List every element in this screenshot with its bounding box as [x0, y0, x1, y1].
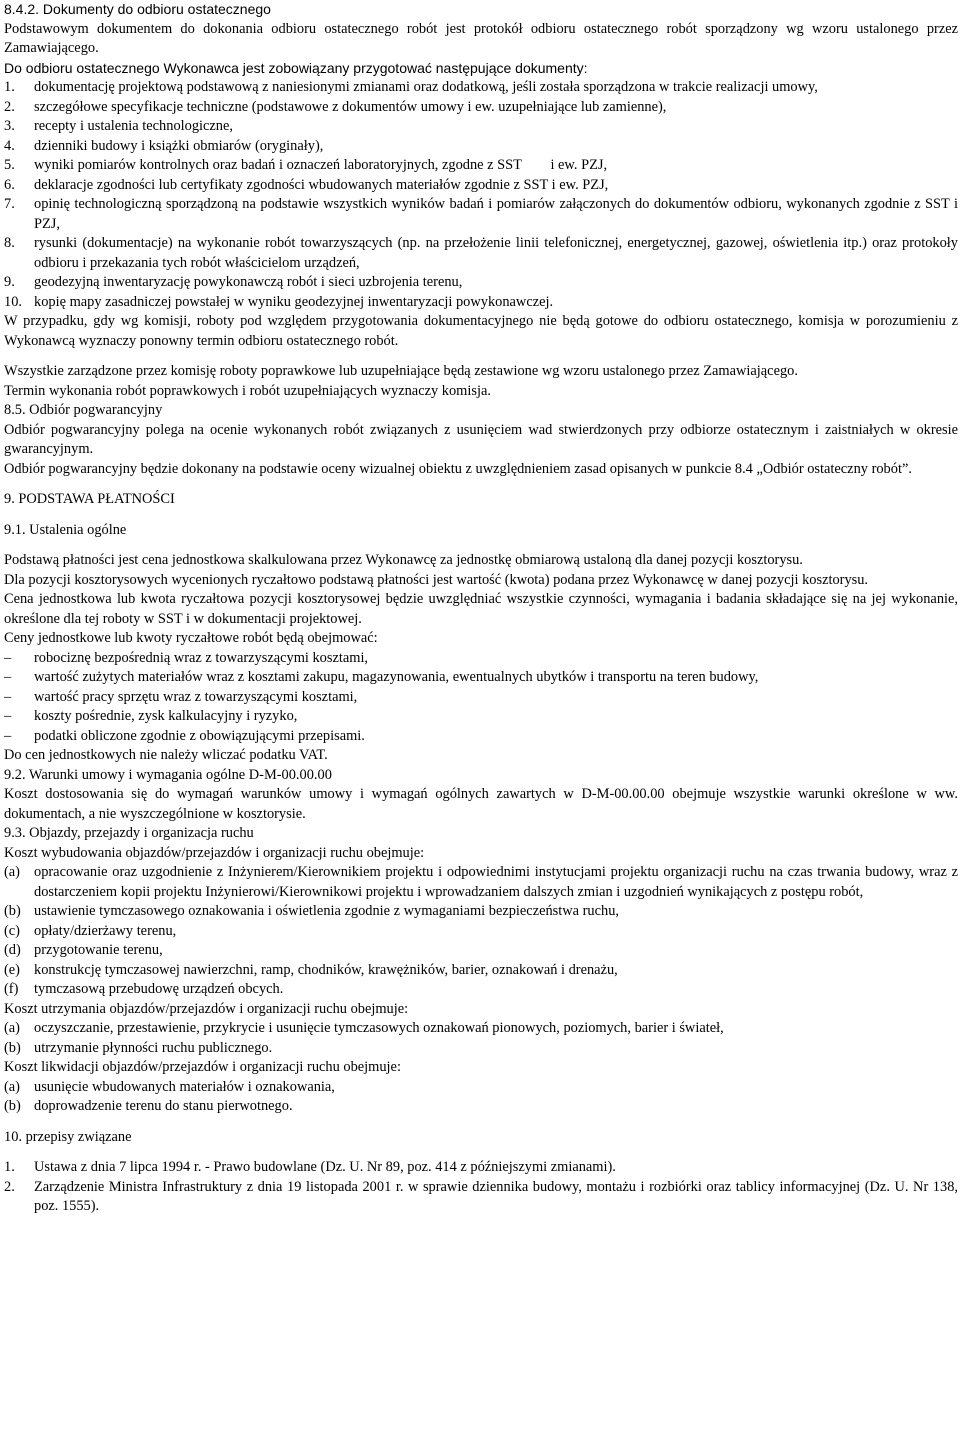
list-number: 3.: [4, 118, 15, 134]
list-item: [4, 234, 958, 273]
list-number: 1.: [4, 1159, 15, 1175]
paragraph: Koszt wybudowania objazdów/przejazdów i organizacji ruchu obejmuje:: [4, 844, 425, 861]
list-text: doprowadzenie terenu do stanu pierwotnego.: [34, 1098, 293, 1114]
list-item: [4, 156, 958, 176]
list-item: [4, 1039, 958, 1059]
list-item: [4, 961, 958, 981]
list-number: 5.: [4, 157, 15, 173]
list-letter: (b): [4, 1039, 21, 1056]
list-letter: (b): [4, 1098, 21, 1114]
list-item: [4, 78, 958, 98]
spacer: [4, 351, 958, 362]
list-letter: (d): [4, 942, 21, 958]
list-number: 9.: [4, 274, 15, 290]
paragraph: Termin wykonania robót poprawkowych i robót uzupełniających wyznaczy komisja.: [4, 382, 491, 399]
list-item: [4, 649, 958, 669]
list-letter: (a): [4, 1078, 20, 1095]
list-number: 6.: [4, 176, 15, 193]
list-text: wartość pracy sprzętu wraz z towarzyszącymi kosztami,: [34, 688, 358, 705]
dash-bullet: –: [4, 727, 12, 744]
section-heading-9-1: 9.1. Ustalenia ogólne: [4, 521, 127, 538]
list-item: [4, 1019, 958, 1039]
section-heading-9: 9. PODSTAWA PŁATNOŚCI: [4, 491, 175, 507]
list-number: 1.: [4, 79, 15, 95]
list-item: [4, 980, 958, 1000]
list-item: [4, 668, 958, 688]
paragraph: Podstawowym dokumentem do dokonania odbioru ostatecznego robót jest protokół odbioru ostatecznego robót sporządzony wg wzoru ustalonego przez Zamawiającego.: [4, 20, 958, 56]
list-text: rysunki (dokumentacje) na wykonanie robót towarzyszących (np. na przełożenie linii telefonicznej, energetycznej, gazowej, oświetlenia itp.) oraz protokoły odbioru i przekazania tych robót właścicielom urządzeń,: [34, 235, 958, 271]
list-letter: (a): [4, 1020, 20, 1036]
list-text: oczyszczanie, przestawienie, przykrycie i usunięcie tymczasowych oznakowań pionowych, poziomych, barier i świateł,: [34, 1020, 724, 1036]
spacer: [4, 1147, 958, 1158]
list-item: [4, 922, 958, 942]
list-item: [4, 1158, 958, 1178]
paragraph: Odbiór pogwarancyjny będzie dokonany na podstawie oceny wizualnej obiektu z uwzględnieniem zasad opisanych w punkcie 8.4 „Odbiór ostateczny robót”.: [4, 460, 912, 477]
dash-bullet: –: [4, 649, 12, 666]
paragraph: Cena jednostkowa lub kwota ryczałtowa pozycji kosztorysowej będzie uwzględniać wszystkie czynności, wymagania i badania składające się na jej wykonanie, określone dla tej roboty w SST i w dokumentacji projektowej.: [4, 591, 958, 627]
list-item: [4, 863, 958, 902]
list-number: 2.: [4, 98, 15, 115]
spacer: [4, 1117, 958, 1128]
list-text: Ustawa z dnia 7 lipca 1994 r. - Prawo budowlane (Dz. U. Nr 89, poz. 414 z późniejszymi zmianami).: [34, 1159, 616, 1175]
section-heading-8-5: 8.5. Odbiór pogwarancyjny: [4, 402, 163, 418]
list-item: [4, 293, 958, 313]
list-text: konstrukcję tymczasowej nawierzchni, ramp, chodników, krawężników, barier, oznakowań i drenażu,: [34, 961, 618, 978]
list-number: 8.: [4, 235, 15, 251]
list-text: opłaty/dzierżawy terenu,: [34, 922, 177, 939]
list-letter: (e): [4, 961, 20, 978]
list-text: dzienniki budowy i książki obmiarów (oryginały),: [34, 137, 324, 154]
spacer: [4, 479, 958, 490]
section-heading-9-3: 9.3. Objazdy, przejazdy i organizacja ruchu: [4, 825, 254, 841]
list-number: 7.: [4, 196, 15, 212]
paragraph: Koszt utrzymania objazdów/przejazdów i organizacji ruchu obejmuje:: [4, 1000, 409, 1017]
list-item: [4, 195, 958, 234]
list-text: wartość zużytych materiałów wraz z kosztami zakupu, magazynowania, ewentualnych ubytków i transportu na teren budowy,: [34, 669, 759, 685]
list-text: usunięcie wbudowanych materiałów i oznakowania,: [34, 1078, 335, 1095]
paragraph: Odbiór pogwarancyjny polega na ocenie wykonanych robót związanych z usunięciem wad stwierdzonych przy odbiorze ostatecznym i zaistniałych w okresie gwarancyjnym.: [4, 421, 958, 457]
section-heading-9-2: 9.2. Warunki umowy i wymagania ogólne D-M-00.00.00: [4, 766, 332, 783]
list-text: ustawienie tymczasowego oznakowania i oświetlenia zgodnie z wymaganiami bezpieczeństwa ruchu,: [34, 903, 619, 919]
list-text: dokumentację projektową podstawową z naniesionymi zmianami oraz dodatkową, jeśli została sporządzona w trakcie realizacji umowy,: [34, 79, 818, 95]
list-number: 2.: [4, 1178, 15, 1195]
list-text: szczegółowe specyfikacje techniczne (podstawowe z dokumentów umowy i ew. uzupełniające lub zamienne),: [34, 98, 667, 115]
list-item: [4, 941, 958, 961]
list-text: tymczasową przebudowę urządzeń obcych.: [34, 981, 284, 997]
list-item: [4, 1178, 958, 1217]
paragraph: Do cen jednostkowych nie należy wliczać podatku VAT.: [4, 747, 328, 763]
paragraph: Do odbioru ostatecznego Wykonawca jest zobowiązany przygotować następujące dokumenty:: [4, 59, 588, 76]
paragraph: Wszystkie zarządzone przez komisję roboty poprawkowe lub uzupełniające będą zestawione wg wzoru ustalonego przez Zamawiającego.: [4, 363, 798, 379]
list-text: geodezyjną inwentaryzację powykonawczą robót i sieci uzbrojenia terenu,: [34, 274, 463, 290]
list-number: 4.: [4, 137, 15, 154]
list-text: deklaracje zgodności lub certyfikaty zgodności wbudowanych materiałów zgodnie z SST i ew. PZJ,: [34, 176, 609, 193]
list-text: opinię technologiczną sporządzoną na podstawie wszystkich wyników badań i pomiarów załączonych do dokumentów odbioru, wykonanych zgodnie z SST i PZJ,: [34, 196, 958, 232]
list-text: koszty pośrednie, zysk kalkulacyjny i ryzyko,: [34, 708, 298, 724]
dash-bullet: –: [4, 669, 12, 685]
list-text: podatki obliczone zgodnie z obowiązującymi przepisami.: [34, 727, 365, 744]
list-text: robociznę bezpośrednią wraz z towarzyszącymi kosztami,: [34, 649, 369, 666]
list-item: [4, 137, 958, 157]
list-text: przygotowanie terenu,: [34, 942, 163, 958]
list-item: [4, 688, 958, 708]
list-text: utrzymanie płynności ruchu publicznego.: [34, 1039, 273, 1056]
list-letter: (f): [4, 981, 19, 997]
paragraph: Koszt likwidacji objazdów/przejazdów i organizacji ruchu obejmuje:: [4, 1059, 401, 1075]
dash-bullet: –: [4, 708, 12, 724]
paragraph: Podstawą płatności jest cena jednostkowa skalkulowana przez Wykonawcę za jednostkę obmiarową ustaloną dla danej pozycji kosztorysu.: [4, 552, 803, 568]
list-text: kopię mapy zasadniczej powstałej w wyniku geodezyjnej inwentaryzacji powykonawczej.: [34, 293, 554, 310]
section-heading-10: 10. przepisy związane: [4, 1128, 132, 1145]
spacer: [4, 510, 958, 521]
list-text: recepty i ustalenia technologiczne,: [34, 118, 233, 134]
paragraph: Dla pozycji kosztorysowych wycenionych ryczałtowo podstawą płatności jest wartość (kwota) podana przez Wykonawcę w danej pozycji kosztorysu.: [4, 571, 869, 588]
paragraph: Koszt dostosowania się do wymagań warunków umowy i wymagań ogólnych zawartych w D-M-00.00.00 obejmuje wszystkie warunki określone w ww. dokumentach, a nie wyszczególnione w kosztorysie.: [4, 786, 958, 822]
list-item: [4, 273, 958, 293]
section-heading-8-4-2: 8.4.2. Dokumenty do odbioru ostatecznego: [4, 1, 271, 17]
list-letter: (b): [4, 903, 21, 919]
list-letter: (c): [4, 922, 20, 939]
list-item: [4, 1078, 958, 1098]
list-number: 10.: [4, 293, 22, 310]
list-item: [4, 1097, 958, 1117]
paragraph: Ceny jednostkowe lub kwoty ryczałtowe robót będą obejmować:: [4, 630, 378, 646]
list-item: [4, 707, 958, 727]
list-item: [4, 727, 958, 747]
dash-bullet: –: [4, 688, 12, 705]
spacer: [4, 540, 958, 551]
list-item: [4, 176, 958, 196]
list-text: wyniki pomiarów kontrolnych oraz badań i oznaczeń laboratoryjnych, zgodne z SST i ew. PZJ,: [34, 157, 608, 173]
list-item: [4, 98, 958, 118]
list-item: [4, 902, 958, 922]
list-text: Zarządzenie Ministra Infrastruktury z dnia 19 listopada 2001 r. w sprawie dziennika budowy, montażu i rozbiórki oraz tablicy informacyjnej (Dz. U. Nr 138, poz. 1555).: [34, 1178, 958, 1214]
list-item: [4, 117, 958, 137]
list-letter: (a): [4, 864, 20, 880]
list-text: opracowanie oraz uzgodnienie z Inżynierem/Kierownikiem projektu i odpowiednimi instytucjami projektu organizacji ruchu na czas trwania budowy, wraz z dostarczeniem kopii projektu Inżynierowi/Kierownikowi projektu i wprowadzaniem dalszych zmian i uzgodnień wynikających z postępu robót,: [34, 864, 958, 900]
paragraph: W przypadku, gdy wg komisji, roboty pod względem przygotowania dokumentacyjnego nie będą gotowe do odbioru ostatecznego, komisja w porozumieniu z Wykonawcą wyznaczy ponowny termin odbioru ostatecznego robót.: [4, 313, 958, 349]
